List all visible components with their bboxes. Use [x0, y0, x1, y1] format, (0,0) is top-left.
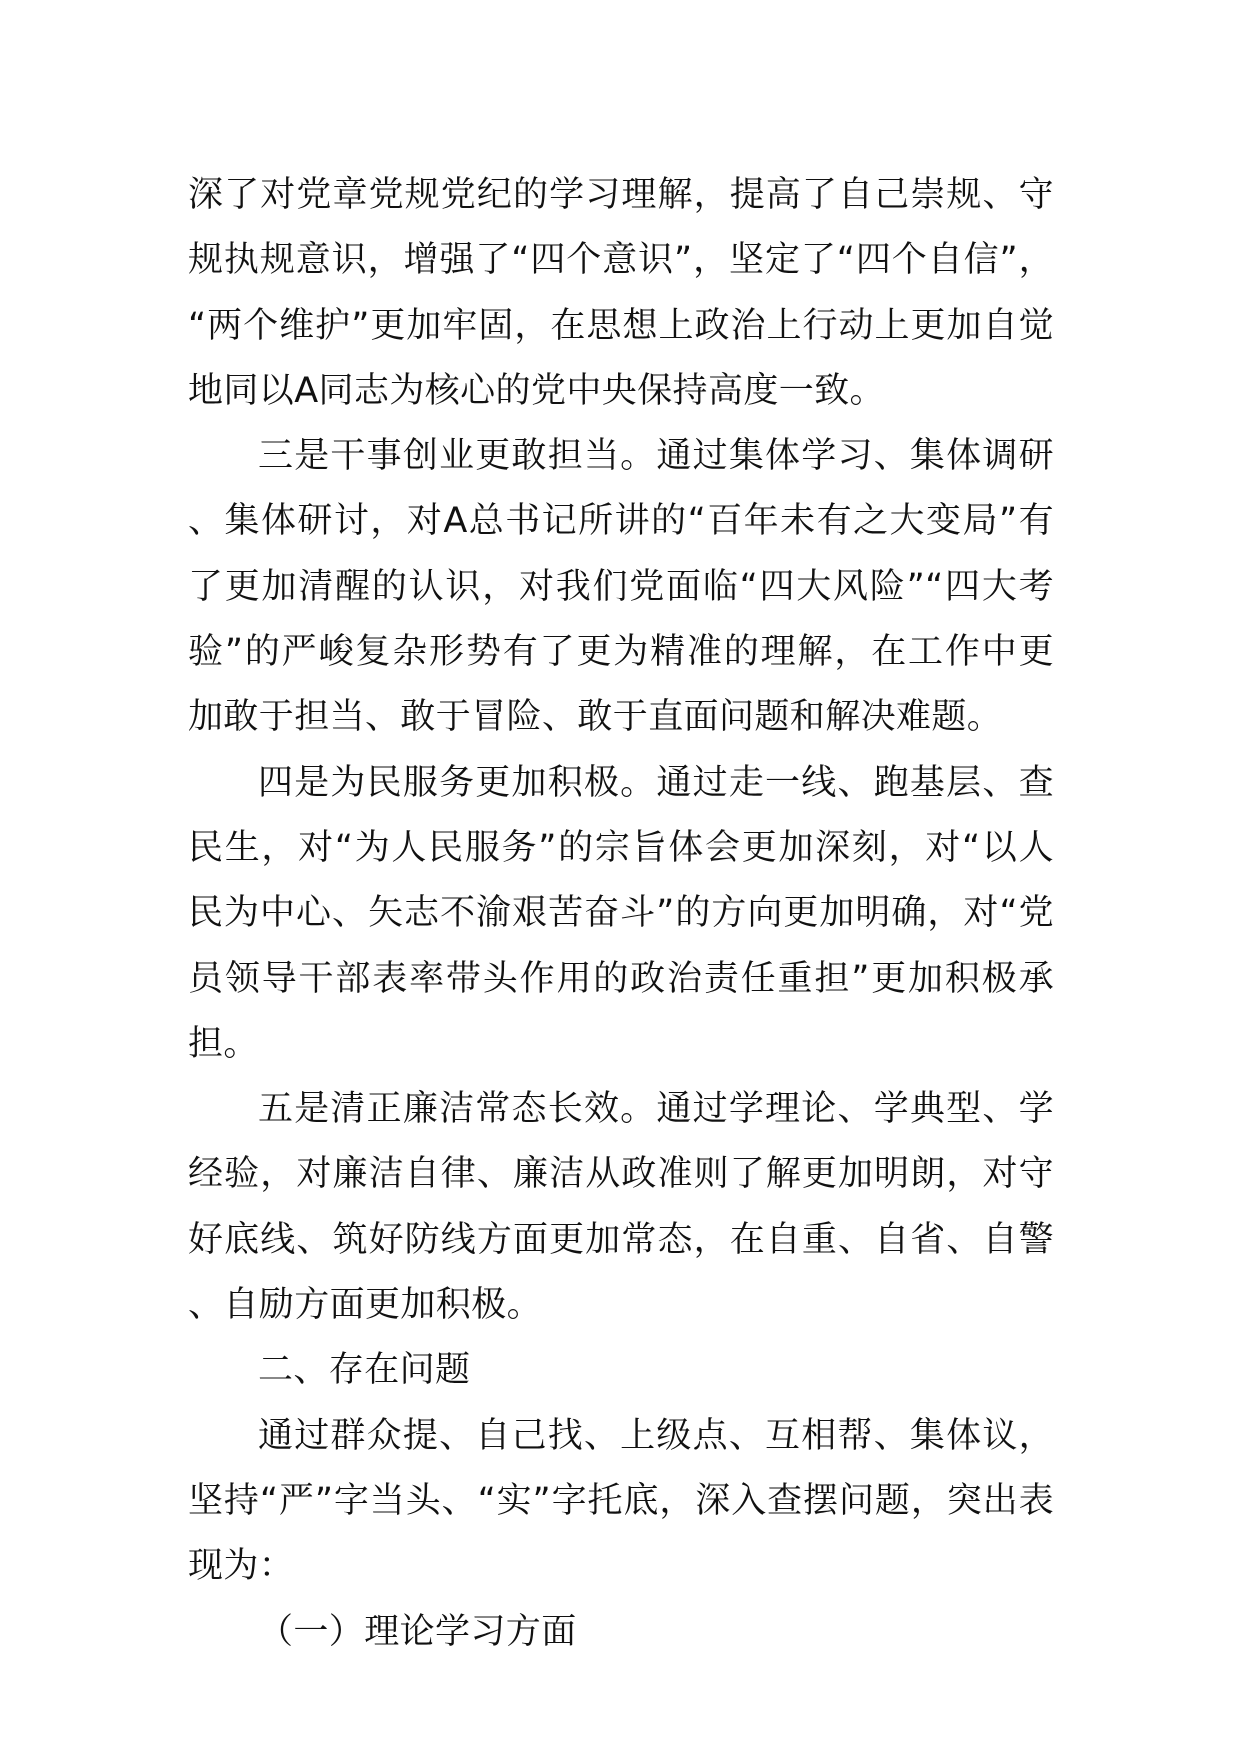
paragraph-continuation: 深了对党章党规党纪的学习理解，提高了自己崇规、守规执规意识，增强了“四个意识”，坚定了“四个自信”，“两个维护”更加牢固，在思想上政治上行动上更加自觉地同以A同志为核心的党中央保持高度一致。	[188, 175, 1054, 411]
section-heading-problems: 二、存在问题	[258, 1350, 471, 1391]
paragraph-point-five: 五是清正廉洁常态长效。通过学理论、学典型、学经验，对廉洁自律、廉洁从政准则了解更加明朗，对守好底线、筑好防线方面更加常态，在自重、自省、自警、自励方面更加积极。	[188, 1089, 1054, 1326]
paragraph-problems-intro: 通过群众提、自己找、上级点、互相帮、集体议，坚持“严”字当头、“实”字托底，深入查摆问题，突出表现为：	[188, 1415, 1054, 1587]
paragraph-point-three: 三是干事创业更敢担当。通过集体学习、集体调研、集体研讨，对A总书记所讲的“百年未有之大变局”有了更加清醒的认识，对我们党面临“四大风险”“四大考验”的严峻复杂形势有了更为精准的理解，在工作中更加敢于担当、敢于冒险、敢于直面问题和解决难题。	[188, 436, 1054, 738]
document-body	[188, 163, 1054, 1665]
paragraph-point-four: 四是为民服务更加积极。通过走一线、跑基层、查民生，对“为人民服务”的宗旨体会更加深刻，对“以人民为中心、矢志不渝艰苦奋斗”的方向更加明确，对“党员领导干部表率带头作用的政治责任重担”更加积极承担。	[188, 762, 1054, 1064]
subsection-heading-theory-study: （一）理论学习方面	[258, 1611, 577, 1652]
